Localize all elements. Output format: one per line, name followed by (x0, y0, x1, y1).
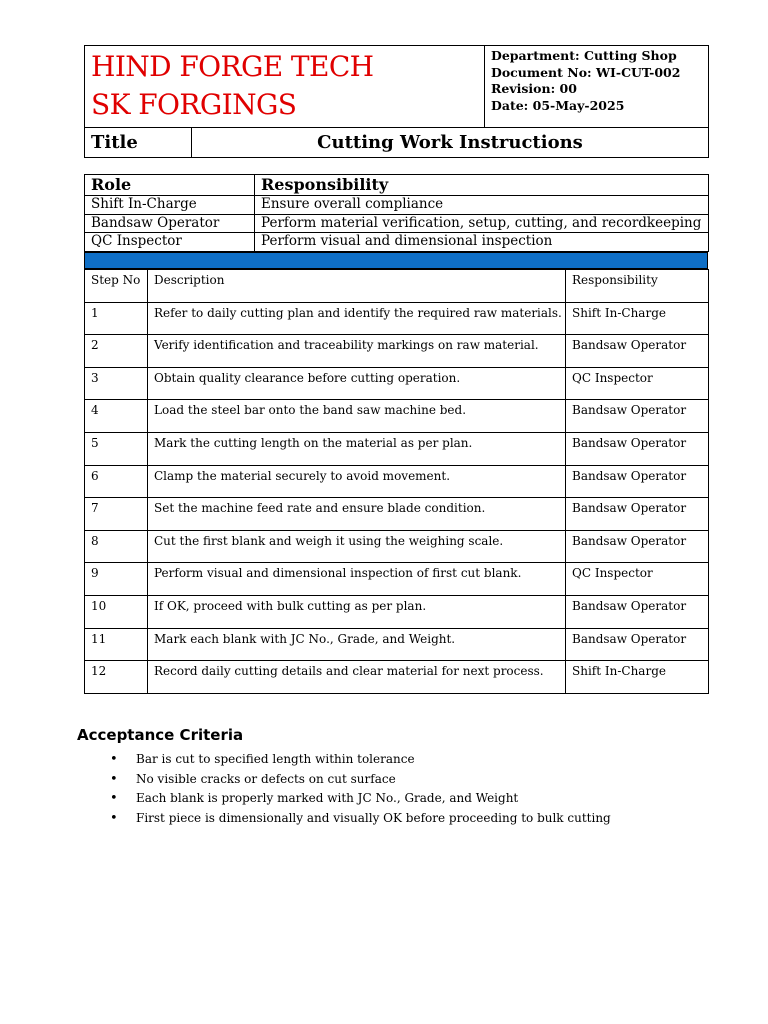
role-name: QC Inspector (85, 233, 255, 252)
step-number: 1 (85, 302, 148, 335)
bullet-dot-icon: • (110, 771, 118, 787)
step-description: Mark the cutting length on the material as per plan. (148, 432, 566, 465)
company-name-cell (85, 46, 485, 128)
step-description: Perform visual and dimensional inspection of first cut blank. (148, 563, 566, 596)
acceptance-criteria-text: Bar is cut to specified length within tolerance (136, 752, 415, 766)
step-responsibility: Bandsaw Operator (566, 498, 709, 531)
step-number: 10 (85, 595, 148, 628)
step-responsibility: Bandsaw Operator (566, 628, 709, 661)
step-responsibility: Bandsaw Operator (566, 595, 709, 628)
steps-table (84, 269, 709, 694)
step-number: 7 (85, 498, 148, 531)
step-responsibility: Shift In-Charge (566, 661, 709, 694)
roles-row (85, 214, 709, 233)
step-row (85, 628, 709, 661)
department: Department: Cutting Shop (491, 48, 677, 63)
company-name-line-2: SK FORGINGS (91, 88, 297, 121)
document-number: Document No: WI-CUT-002 (491, 64, 681, 80)
acceptance-criteria-list (110, 750, 611, 828)
step-number: 6 (85, 465, 148, 498)
steps-column-header: Responsibility (566, 270, 709, 303)
step-description: Cut the first blank and weigh it using the weighing scale. (148, 530, 566, 563)
acceptance-criteria-item (110, 750, 611, 770)
step-row (85, 465, 709, 498)
role-responsibility: Perform visual and dimensional inspection (255, 233, 709, 252)
step-responsibility: Bandsaw Operator (566, 530, 709, 563)
bullet-dot-icon: • (110, 752, 118, 767)
step-description: Mark each blank with JC No., Grade, and Weight. (148, 628, 566, 661)
document-title: Cutting Work Instructions (192, 128, 709, 158)
document-header (84, 45, 709, 128)
roles-row (85, 196, 709, 215)
document-meta-cell (485, 46, 709, 128)
roles-column-header: Responsibility (255, 175, 709, 196)
role-responsibility: Ensure overall compliance (255, 196, 709, 215)
step-number: 4 (85, 400, 148, 433)
step-row (85, 661, 709, 694)
step-responsibility: Bandsaw Operator (566, 335, 709, 368)
step-description: Clamp the material securely to avoid movement. (148, 465, 566, 498)
acceptance-criteria-text: No visible cracks or defects on cut surface (136, 771, 396, 786)
acceptance-criteria-item (110, 789, 611, 809)
steps-header-row (85, 270, 709, 303)
role-name: Bandsaw Operator (85, 214, 255, 233)
step-number: 12 (85, 661, 148, 694)
step-description: Verify identification and traceability markings on raw material. (148, 335, 566, 368)
role-name: Shift In-Charge (85, 196, 255, 215)
acceptance-criteria-item (110, 770, 611, 790)
revision: Revision: 00 (491, 81, 577, 96)
step-number: 5 (85, 432, 148, 465)
title-row (84, 127, 709, 158)
document-date: Date: 05-May-2025 (491, 97, 625, 113)
steps-column-header: Step No (85, 270, 148, 303)
acceptance-criteria-heading: Acceptance Criteria (77, 726, 244, 744)
role-responsibility: Perform material verification, setup, cutting, and recordkeeping (255, 214, 709, 233)
step-number: 2 (85, 335, 148, 368)
step-responsibility: Bandsaw Operator (566, 432, 709, 465)
step-description: Set the machine feed rate and ensure blade condition. (148, 498, 566, 531)
step-description: Load the steel bar onto the band saw machine bed. (148, 400, 566, 433)
acceptance-criteria-text: Each blank is properly marked with JC No., Grade, and Weight (136, 791, 519, 805)
step-row (85, 302, 709, 335)
step-number: 8 (85, 530, 148, 563)
step-responsibility: Shift In-Charge (566, 302, 709, 335)
steps-column-header: Description (148, 270, 566, 303)
acceptance-criteria-item (110, 809, 611, 829)
step-responsibility: QC Inspector (566, 367, 709, 400)
step-row (85, 498, 709, 531)
step-row (85, 595, 709, 628)
step-row (85, 367, 709, 400)
roles-table (84, 174, 709, 252)
step-description: Record daily cutting details and clear material for next process. (148, 661, 566, 694)
step-responsibility: QC Inspector (566, 563, 709, 596)
acceptance-criteria-text: First piece is dimensionally and visually OK before proceeding to bulk cutting (136, 810, 611, 825)
section-divider-bar (84, 252, 708, 269)
step-description: If OK, proceed with bulk cutting as per plan. (148, 595, 566, 628)
step-number: 11 (85, 628, 148, 661)
title-label: Title (85, 128, 192, 158)
step-responsibility: Bandsaw Operator (566, 400, 709, 433)
company-name-line-1: HIND FORGE TECH (91, 50, 374, 83)
step-row (85, 432, 709, 465)
roles-header-row (85, 175, 709, 196)
step-row (85, 335, 709, 368)
step-number: 3 (85, 367, 148, 400)
roles-row (85, 233, 709, 252)
step-row (85, 530, 709, 563)
step-number: 9 (85, 563, 148, 596)
bullet-dot-icon: • (110, 810, 118, 826)
step-responsibility: Bandsaw Operator (566, 465, 709, 498)
step-description: Refer to daily cutting plan and identify the required raw materials. (148, 302, 566, 335)
step-description: Obtain quality clearance before cutting operation. (148, 367, 566, 400)
step-row (85, 563, 709, 596)
bullet-dot-icon: • (110, 791, 118, 806)
roles-column-header: Role (85, 175, 255, 196)
step-row (85, 400, 709, 433)
